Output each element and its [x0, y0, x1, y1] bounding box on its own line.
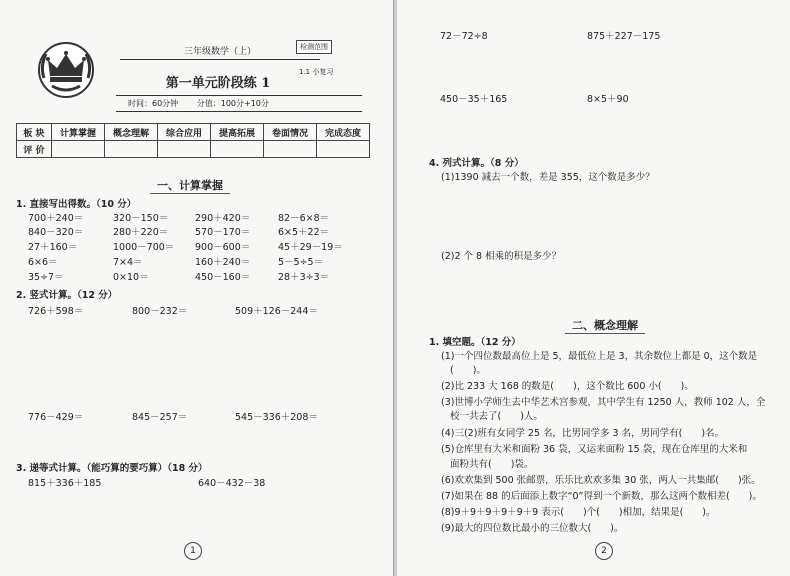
fill-line: (5)仓库里有大米和面粉 36 袋，又运来面粉 15 袋，现在仓库里的大米和 — [441, 444, 748, 455]
page-number: 1 — [184, 542, 202, 560]
word-problem: (2)2 个 8 相乘的积是多少？ — [441, 251, 562, 262]
fill-line: (7)如果在 88 的后面添上数字“0”得到一个新数，那么这两个数相差( )。 — [441, 491, 762, 502]
table-cell — [211, 141, 264, 158]
fill-line: (3)世博小学师生去中华艺术宫参观，其中学生有 1250 人，教师 102 人，全 — [441, 397, 766, 408]
scope-detail: 1.1 小复习 — [299, 68, 334, 76]
time-score-line — [116, 95, 362, 112]
table-cell — [264, 141, 317, 158]
vertical-calc-item: 509＋126－244＝ — [235, 306, 318, 317]
calc-item: 840－320＝ — [28, 227, 84, 238]
step-calc-item: 72－72÷8 — [440, 31, 488, 42]
table-cell: 评 价 — [17, 141, 52, 158]
table-cell: 完成态度 — [317, 124, 370, 141]
table-cell: 计算掌握 — [52, 124, 105, 141]
calc-item: 6×5＋22＝ — [278, 227, 330, 238]
table-row — [17, 141, 370, 158]
fill-line: (6)欢欢集到 500 张邮票，乐乐比欢欢多集 30 张，两人一共集邮( )张。 — [441, 475, 761, 486]
calc-item: 27＋160＝ — [28, 242, 78, 253]
calc-item: 5－5÷5＝ — [278, 257, 324, 268]
fill-line: 校一共去了( )人。 — [450, 411, 543, 422]
fill-line: (9)最大的四位数比最小的三位数大( )。 — [441, 523, 624, 534]
calc-item: 82－6×8＝ — [278, 213, 330, 224]
fill-line: 面粉共有( )袋。 — [450, 459, 534, 470]
question-3-title: 3. 递等式计算。（能巧算的要巧算）（18 分） — [16, 463, 208, 474]
step-calc-item: 815＋336＋185 — [28, 478, 102, 489]
calc-item: 7×4＝ — [113, 257, 143, 268]
calc-item: 280＋220＝ — [113, 227, 169, 238]
question-1-title: 1. 直接写出得数。（10 分） — [16, 199, 137, 210]
scope-tag: 检测范围 — [296, 40, 332, 54]
vertical-calc-item: 726＋598＝ — [28, 306, 84, 317]
right-page — [397, 0, 790, 576]
step-calc-item: 640－432－38 — [198, 478, 266, 489]
step-calc-item: 8×5＋90 — [587, 94, 629, 105]
calc-item: 320－150＝ — [113, 213, 169, 224]
table-cell: 板 块 — [17, 124, 52, 141]
calc-item: 45＋29－19＝ — [278, 242, 343, 253]
table-cell: 提高拓展 — [211, 124, 264, 141]
total-score: 分值：100分+10分 — [196, 99, 269, 108]
calc-item: 6×6＝ — [28, 257, 58, 268]
calc-item: 1000－700＝ — [113, 242, 175, 253]
step-calc-item: 450－35＋165 — [440, 94, 508, 105]
fill-line: (2)比 233 大 168 的数是( )，这个数比 600 小( )。 — [441, 381, 694, 392]
fill-blank-title: 1. 填空题。（12 分） — [429, 337, 521, 348]
table-cell: 卷面情况 — [264, 124, 317, 141]
calc-item: 35÷7＝ — [28, 272, 64, 283]
section-title-concept: 二、概念理解 — [565, 317, 645, 334]
fill-line: (4)三(2)班有女同学 25 名，比男同学多 3 名，男同学有( )名。 — [441, 428, 725, 439]
subject-label: 三年级数学（上） — [120, 44, 320, 60]
calc-item: 570－170＝ — [195, 227, 251, 238]
fill-line: (1)一个四位数最高位上是 5，最低位上是 3，其余数位上都是 0，这个数是 — [441, 351, 758, 362]
table-cell — [105, 141, 158, 158]
time-limit: 时间：60分钟 — [128, 99, 179, 108]
table-cell: 综合应用 — [158, 124, 211, 141]
word-problem: (1)1390 减去一个数，差是 355，这个数是多少？ — [441, 172, 655, 183]
calc-item: 290＋420＝ — [195, 213, 251, 224]
vertical-calc-item: 845－257＝ — [132, 412, 188, 423]
fill-line: (8)9＋9＋9＋9＋9＋9 表示( )个( )相加，结果是( )。 — [441, 507, 716, 518]
table-cell: 概念理解 — [105, 124, 158, 141]
calc-item: 0×10＝ — [113, 272, 149, 283]
evaluation-table — [16, 123, 370, 158]
calc-item: 28＋3÷3＝ — [278, 272, 330, 283]
crown-laurel-logo — [30, 40, 102, 100]
vertical-calc-item: 776－429＝ — [28, 412, 84, 423]
calc-item: 160＋240＝ — [195, 257, 251, 268]
question-4-title: 4. 列式计算。（8 分） — [429, 158, 524, 169]
left-page — [0, 0, 394, 576]
calc-item: 900－600＝ — [195, 242, 251, 253]
section-title-calc: 一、计算掌握 — [150, 177, 230, 194]
page-number: 2 — [595, 542, 613, 560]
table-cell — [317, 141, 370, 158]
question-2-title: 2. 竖式计算。（12 分） — [16, 290, 118, 301]
table-cell — [52, 141, 105, 158]
table-row — [17, 124, 370, 141]
step-calc-item: 875＋227－175 — [587, 31, 661, 42]
calc-item: 700＋240＝ — [28, 213, 84, 224]
unit-title: 第一单元阶段练 1 — [165, 76, 271, 91]
vertical-calc-item: 545－336＋208＝ — [235, 412, 318, 423]
table-cell — [158, 141, 211, 158]
vertical-calc-item: 800－232＝ — [132, 306, 188, 317]
calc-item: 450－160＝ — [195, 272, 251, 283]
fill-line: ( )。 — [450, 365, 486, 376]
